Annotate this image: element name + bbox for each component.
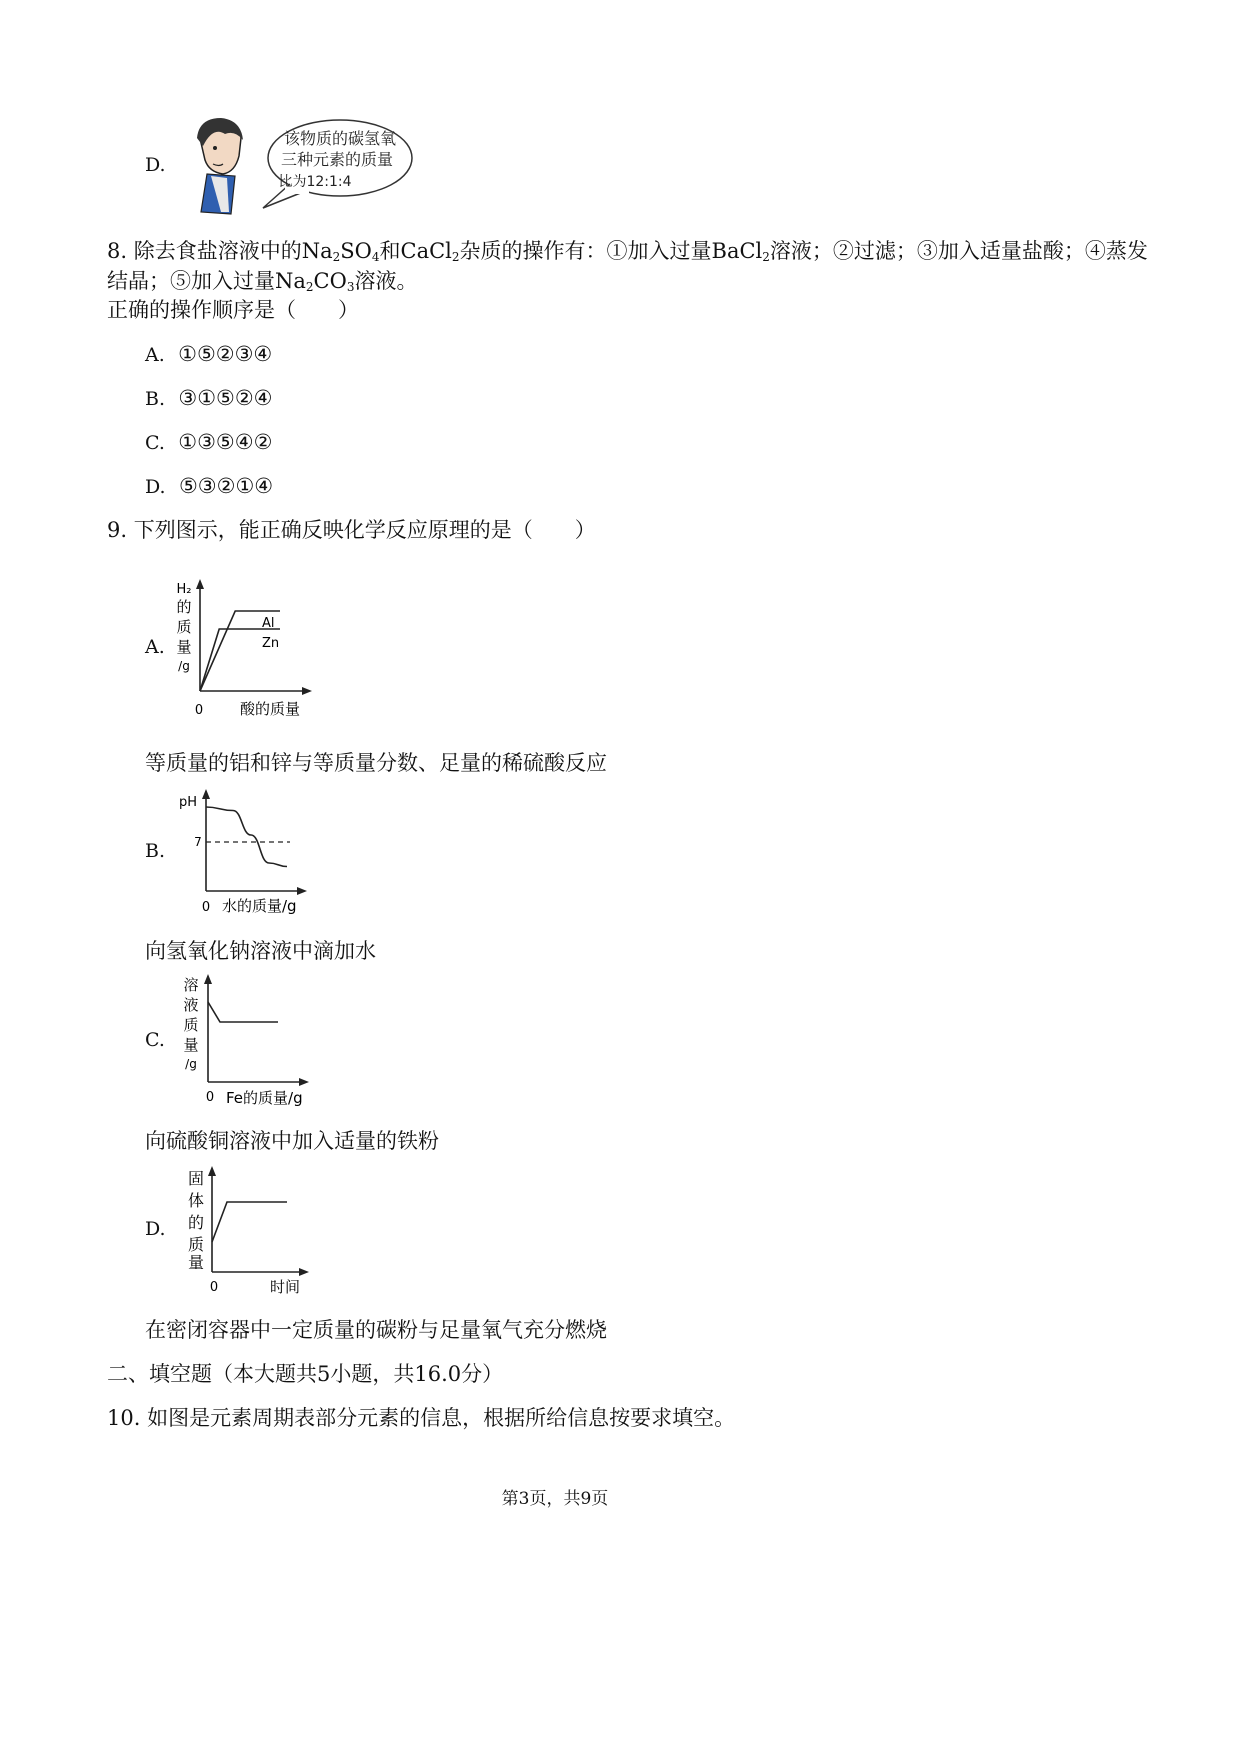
svg-text:质: 质 (183, 1016, 199, 1034)
svg-text:量: 量 (176, 638, 192, 656)
q9-option-c-caption: 向硫酸铜溶液中加入适量的铁粉 (145, 1129, 439, 1153)
q9-option-d-caption: 在密闭容器中一定质量的碳粉与足量氧气充分燃烧 (145, 1318, 607, 1342)
q9-option-d-label[interactable]: D. (145, 1218, 166, 1240)
svg-text:的: 的 (187, 1213, 205, 1232)
chart-d-xlabel: 时间 (270, 1278, 301, 1296)
q9-option-a-label[interactable]: A. (145, 636, 165, 658)
section-2-heading: 二、填空题（本大题共5小题，共16.0分） (107, 1362, 504, 1386)
q8-option-a[interactable]: A. ①⑤②③④ (145, 342, 273, 366)
q9-option-b-label[interactable]: B. (145, 840, 166, 862)
q8-stem-line-3: 正确的操作顺序是（ ） (107, 298, 359, 322)
chart-b-xlabel: 水的质量/g (222, 897, 297, 915)
svg-text:液: 液 (183, 996, 199, 1014)
svg-text:的: 的 (176, 598, 192, 616)
chart-c (170, 970, 320, 1110)
chart-a-series-zn-label: Zn (262, 636, 280, 651)
svg-text:体: 体 (187, 1191, 205, 1210)
chart-a (170, 575, 320, 720)
q8-option-d[interactable]: D. ⑤③②①④ (145, 474, 274, 498)
chart-c-origin: 0 (205, 1090, 215, 1105)
q9-stem: 9. 下列图示，能正确反映化学反应原理的是（ ） (107, 518, 596, 542)
chart-c-xlabel: Fe的质量/g (226, 1089, 303, 1107)
svg-text:量: 量 (187, 1253, 205, 1272)
q9-option-a-caption: 等质量的铝和锌与等质量分数、足量的稀硫酸反应 (145, 751, 607, 775)
q8-option-c[interactable]: C. ①③⑤④② (145, 430, 273, 454)
chart-d (170, 1162, 320, 1300)
chart-a-xlabel: 酸的质量 (240, 700, 301, 718)
chart-d-series-line (212, 1202, 287, 1242)
svg-text:/g: /g (185, 1057, 197, 1071)
q8-stem-line-1: 8. 除去食盐溶液中的$Na_2SO_4$和CaCl$_2$杂质的操作有：①加入过量BaCl$_2$溶液；②过滤；③加入适量盐酸；④蒸发 (107, 239, 1148, 264)
chart-d-ylabel (188, 1169, 204, 1272)
svg-text:溶: 溶 (183, 976, 199, 994)
chart-c-ylabel (183, 976, 198, 1071)
chart-d-origin: 0 (209, 1280, 219, 1295)
svg-text:H₂: H₂ (176, 582, 192, 597)
page-footer: 第3页，共9页 (501, 1489, 609, 1509)
chart-a-series-al-label: Al (262, 616, 275, 631)
person-illustration (197, 118, 243, 214)
svg-text:量: 量 (183, 1036, 199, 1054)
svg-text:质: 质 (176, 618, 192, 636)
q7-option-d-label: D. (145, 154, 166, 176)
svg-text:质: 质 (187, 1235, 205, 1254)
q8-stem-line-2: 结晶；⑤加入过量$Na_2CO_3$溶液。 (107, 269, 418, 294)
bubble-line-3: 比为12:1:4 (278, 174, 352, 190)
bubble-line-1: 该物质的碳氢氧 (283, 129, 397, 148)
chart-a-origin: 0 (194, 703, 204, 718)
q8-option-b[interactable]: B. ③①⑤②④ (145, 386, 273, 410)
q9-option-c-label[interactable]: C. (145, 1029, 165, 1051)
svg-text:/g: /g (178, 659, 190, 673)
chart-a-ylabel (176, 582, 191, 673)
svg-text:固: 固 (187, 1169, 205, 1188)
chart-b-origin: 0 (201, 900, 211, 915)
chart-b-ylabel: pH (178, 795, 198, 810)
q9-option-b-caption: 向氢氧化钠溶液中滴加水 (145, 939, 376, 963)
q7-cartoon-figure (185, 112, 425, 222)
chart-c-series-line (208, 1002, 278, 1022)
chart-b (170, 785, 320, 920)
chart-b-reference-label: 7 (194, 835, 202, 849)
bubble-line-2: 三种元素的质量 (280, 150, 394, 169)
chart-b-series-line (206, 807, 287, 867)
q10-stem: 10. 如图是元素周期表部分元素的信息，根据所给信息按要求填空。 (107, 1406, 736, 1430)
